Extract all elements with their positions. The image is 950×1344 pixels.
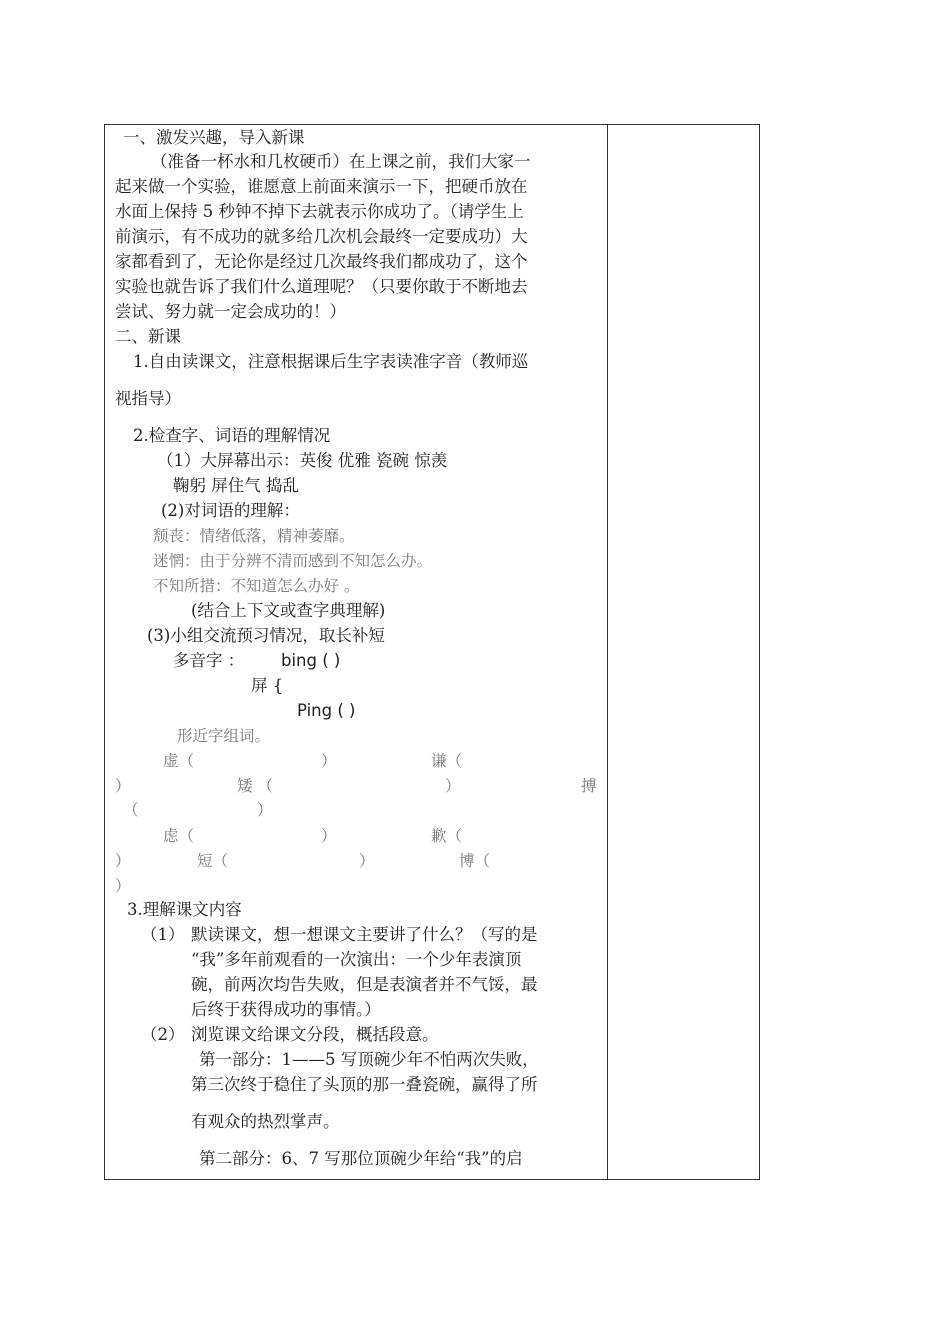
similar-char: 博（ xyxy=(459,852,491,870)
similar-bracket: ） xyxy=(257,801,273,819)
pinyin-bing: bing ( ) xyxy=(281,651,341,670)
q2-number: （2） xyxy=(141,1025,185,1044)
definition: 颓丧：情绪低落，精神萎靡。 xyxy=(153,527,355,545)
section1-line: 前演示，有不成功的就多给几次机会最终一定要成功）大 xyxy=(115,227,528,246)
part1-line: 第一部分：1——5 写顶碗少年不怕两次失败， xyxy=(199,1050,539,1069)
section2-heading: 二、新课 xyxy=(115,327,181,346)
part1-line: 第三次终于稳住了头顶的那一叠瓷碗，赢得了所 xyxy=(191,1075,538,1094)
section1-line: 尝试、努力就一定会成功的！） xyxy=(115,302,346,321)
understanding-note: (结合上下文或查字典理解) xyxy=(191,601,386,620)
section1-line: 家都看到了，无论你是经过几次最终我们都成功了，这个 xyxy=(115,252,528,271)
similar-char: 搏 xyxy=(581,777,597,795)
similar-char: 矮 （ xyxy=(237,777,273,795)
part2-line: 第二部分：6、7 写那位顶碗少年给“我”的启 xyxy=(199,1149,523,1168)
similar-bracket: ） xyxy=(115,877,131,895)
pinyin-ping: Ping ( ) xyxy=(297,701,356,720)
q1-line: 后终于获得成功的事情。） xyxy=(191,1000,381,1019)
similar-char: 虚（ xyxy=(163,752,195,770)
q1-number: （1） xyxy=(141,925,185,944)
similar-char: 谦（ xyxy=(431,752,463,770)
column-divider xyxy=(607,125,608,1179)
part1-line: 有观众的热烈掌声。 xyxy=(191,1112,340,1131)
q1-line: “我”多年前观看的一次演出：一个少年表演顶 xyxy=(191,950,522,969)
q2-title: 浏览课文给课文分段，概括段意。 xyxy=(191,1025,439,1044)
similar-char: 短（ xyxy=(197,852,229,870)
similar-bracket: ） xyxy=(445,777,461,795)
similar-bracket: ） xyxy=(359,852,375,870)
similar-char: 歉（ xyxy=(431,827,463,845)
section1-line: （准备一杯水和几枚硬币）在上课之前，我们大家一 xyxy=(151,152,531,171)
similar-bracket: ） xyxy=(115,852,131,870)
item1-line: 1.自由读课文，注意根据课后生字表读准字音（教师巡 xyxy=(133,352,529,371)
lesson-content-cell xyxy=(111,125,601,1179)
section1-line: 起来做一个实验，谁愿意上前面来演示一下，把硬币放在 xyxy=(115,177,528,196)
polyphone-char: 屏 { xyxy=(251,676,284,695)
lesson-table xyxy=(104,124,760,1180)
section1-line: 水面上保持 5 秒钟不掉下去就表示你成功了。（请学生上 xyxy=(115,202,524,221)
polyphone-label: 多音字 ： xyxy=(173,651,245,670)
item4-title: 3.理解课文内容 xyxy=(127,900,242,919)
similar-title: 形近字组词。 xyxy=(177,727,271,745)
similar-bracket: ） xyxy=(115,777,131,795)
definition: 不知所措：不知道怎么办好 。 xyxy=(153,577,360,595)
screen-words: 鞠躬 屏住气 捣乱 xyxy=(173,476,299,495)
item3-title: (3)小组交流预习情况，取长补短 xyxy=(147,626,385,645)
q1-line: 碗，前两次均告失败，但是表演者并不气馁，最 xyxy=(191,975,538,994)
understanding-title: (2)对词语的理解： xyxy=(161,501,300,520)
similar-char: 虑（ xyxy=(163,827,195,845)
q1-line: 默读课文，想一想课文主要讲了什么？（写的是 xyxy=(191,925,538,944)
screen-words: （1）大屏幕出示：英俊 优雅 瓷碗 惊羡 xyxy=(157,451,448,470)
definition: 迷惘：由于分辨不清而感到不知怎么办。 xyxy=(153,552,433,570)
similar-bracket: （ xyxy=(123,801,139,819)
item1-line: 视指导） xyxy=(115,389,181,408)
section1-heading: 一、激发兴趣，导入新课 xyxy=(123,128,305,147)
item2-title: 2.检查字、词语的理解情况 xyxy=(133,426,331,445)
section1-line: 实验也就告诉了我们什么道理呢？（只要你敢于不断地去 xyxy=(115,277,528,296)
similar-bracket: ） xyxy=(321,752,337,770)
similar-bracket: ） xyxy=(321,827,337,845)
